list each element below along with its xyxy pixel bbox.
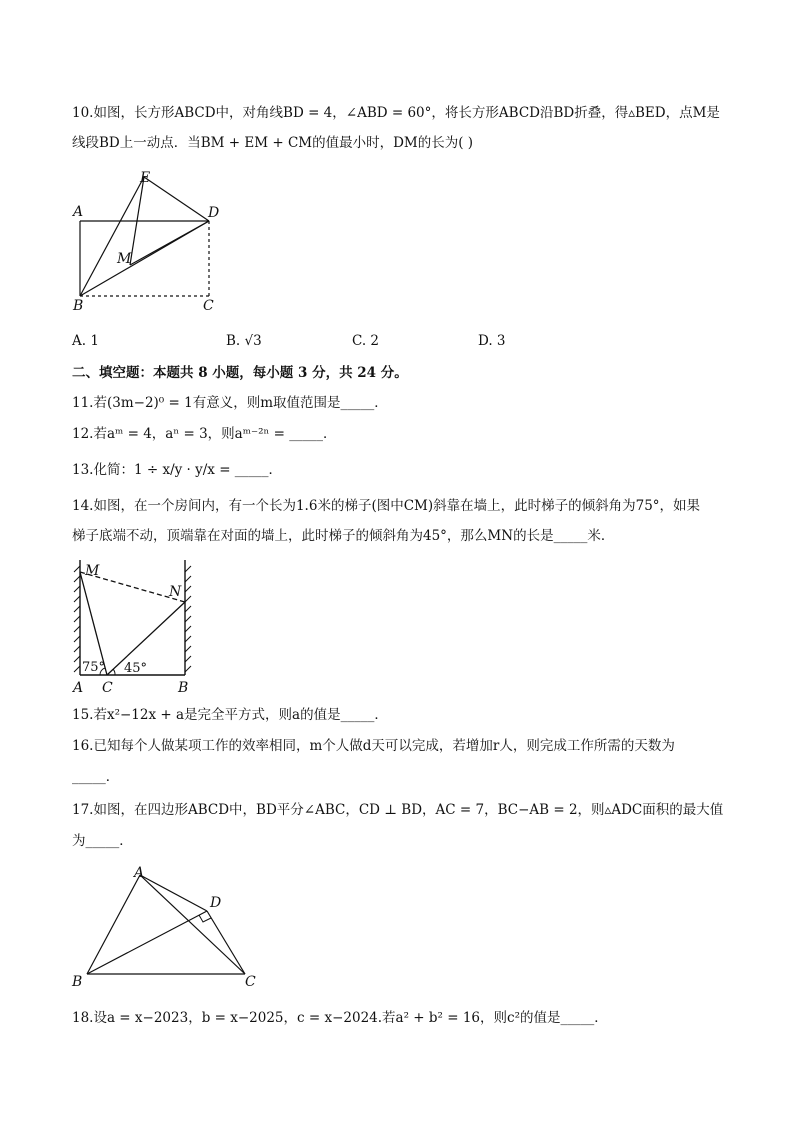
q17-figure	[65, 860, 265, 990]
q18: 18.设a = x−2023，b = x−2025，c = x−2024.若a² + b² = 16，则c²的值是_____．	[72, 1010, 608, 1026]
label-m: M	[85, 563, 100, 579]
q10-line2: 线段BD上一动点．当BM + EM + CM的值最小时，DM的长为( )	[72, 135, 474, 151]
q11: 11.若(3m−2)⁰ = 1有意义，则m取值范围是_____．	[72, 395, 388, 411]
q12: 12.若aᵐ = 4，aⁿ = 3，则aᵐ⁻²ⁿ = _____．	[72, 426, 337, 442]
label-n: N	[169, 584, 182, 600]
label-c: C	[102, 680, 113, 696]
label-b: B	[72, 974, 83, 990]
q16-line2: _____．	[72, 769, 120, 785]
q14-line1: 14.如图，在一个房间内，有一个长为1.6米的梯子(图中CM)斜靠在墙上，此时梯子的倾斜角为75°，如果	[72, 498, 701, 514]
label-d: D	[210, 895, 222, 911]
q10-option-a: A. 1	[72, 333, 99, 349]
label-a: A	[73, 680, 84, 696]
q10-figure	[60, 165, 240, 315]
label-a: A	[73, 204, 84, 220]
q10-option-c: C. 2	[352, 333, 380, 349]
label-c: C	[245, 974, 256, 990]
label-d: D	[208, 205, 220, 221]
label-angle-45: 45°	[124, 661, 148, 676]
q16-line1: 16.已知每个人做某项工作的效率相同，m个人做d天可以完成，若增加r人，则完成工作所需的天数为	[72, 738, 675, 754]
q14-figure	[65, 558, 205, 698]
q14-line2: 梯子底端不动，顶端靠在对面的墙上，此时梯子的倾斜角为45°，那么MN的长是_____米．	[72, 528, 615, 544]
label-c: C	[203, 298, 214, 314]
label-b: B	[178, 680, 189, 696]
q10-line1: 10.如图，长方形ABCD中，对角线BD = 4，∠ABD = 60°，将长方形ABCD沿BD折叠，得▵BED，点M是	[72, 105, 720, 121]
q17-line1: 17.如图，在四边形ABCD中，BD平分∠ABC，CD ⊥ BD，AC = 7，BC−AB = 2，则▵ADC面积的最大值	[72, 802, 724, 818]
q13: 13.化简：1 ÷ x/y · y/x = _____．	[72, 462, 283, 478]
label-m: M	[117, 251, 132, 267]
label-e: E	[140, 170, 151, 186]
q17-line2: 为_____．	[72, 833, 133, 849]
section2-heading: 二、填空题：本题共 8 小题，每小题 3 分，共 24 分。	[72, 365, 408, 381]
q15: 15.若x²−12x + a是完全平方式，则a的值是_____．	[72, 707, 388, 723]
label-b: B	[73, 298, 84, 314]
label-a: A	[134, 865, 145, 881]
q10-option-b: B. √3	[226, 333, 262, 349]
q10-option-d: D. 3	[478, 333, 506, 349]
label-angle-75: 75°	[82, 660, 106, 675]
